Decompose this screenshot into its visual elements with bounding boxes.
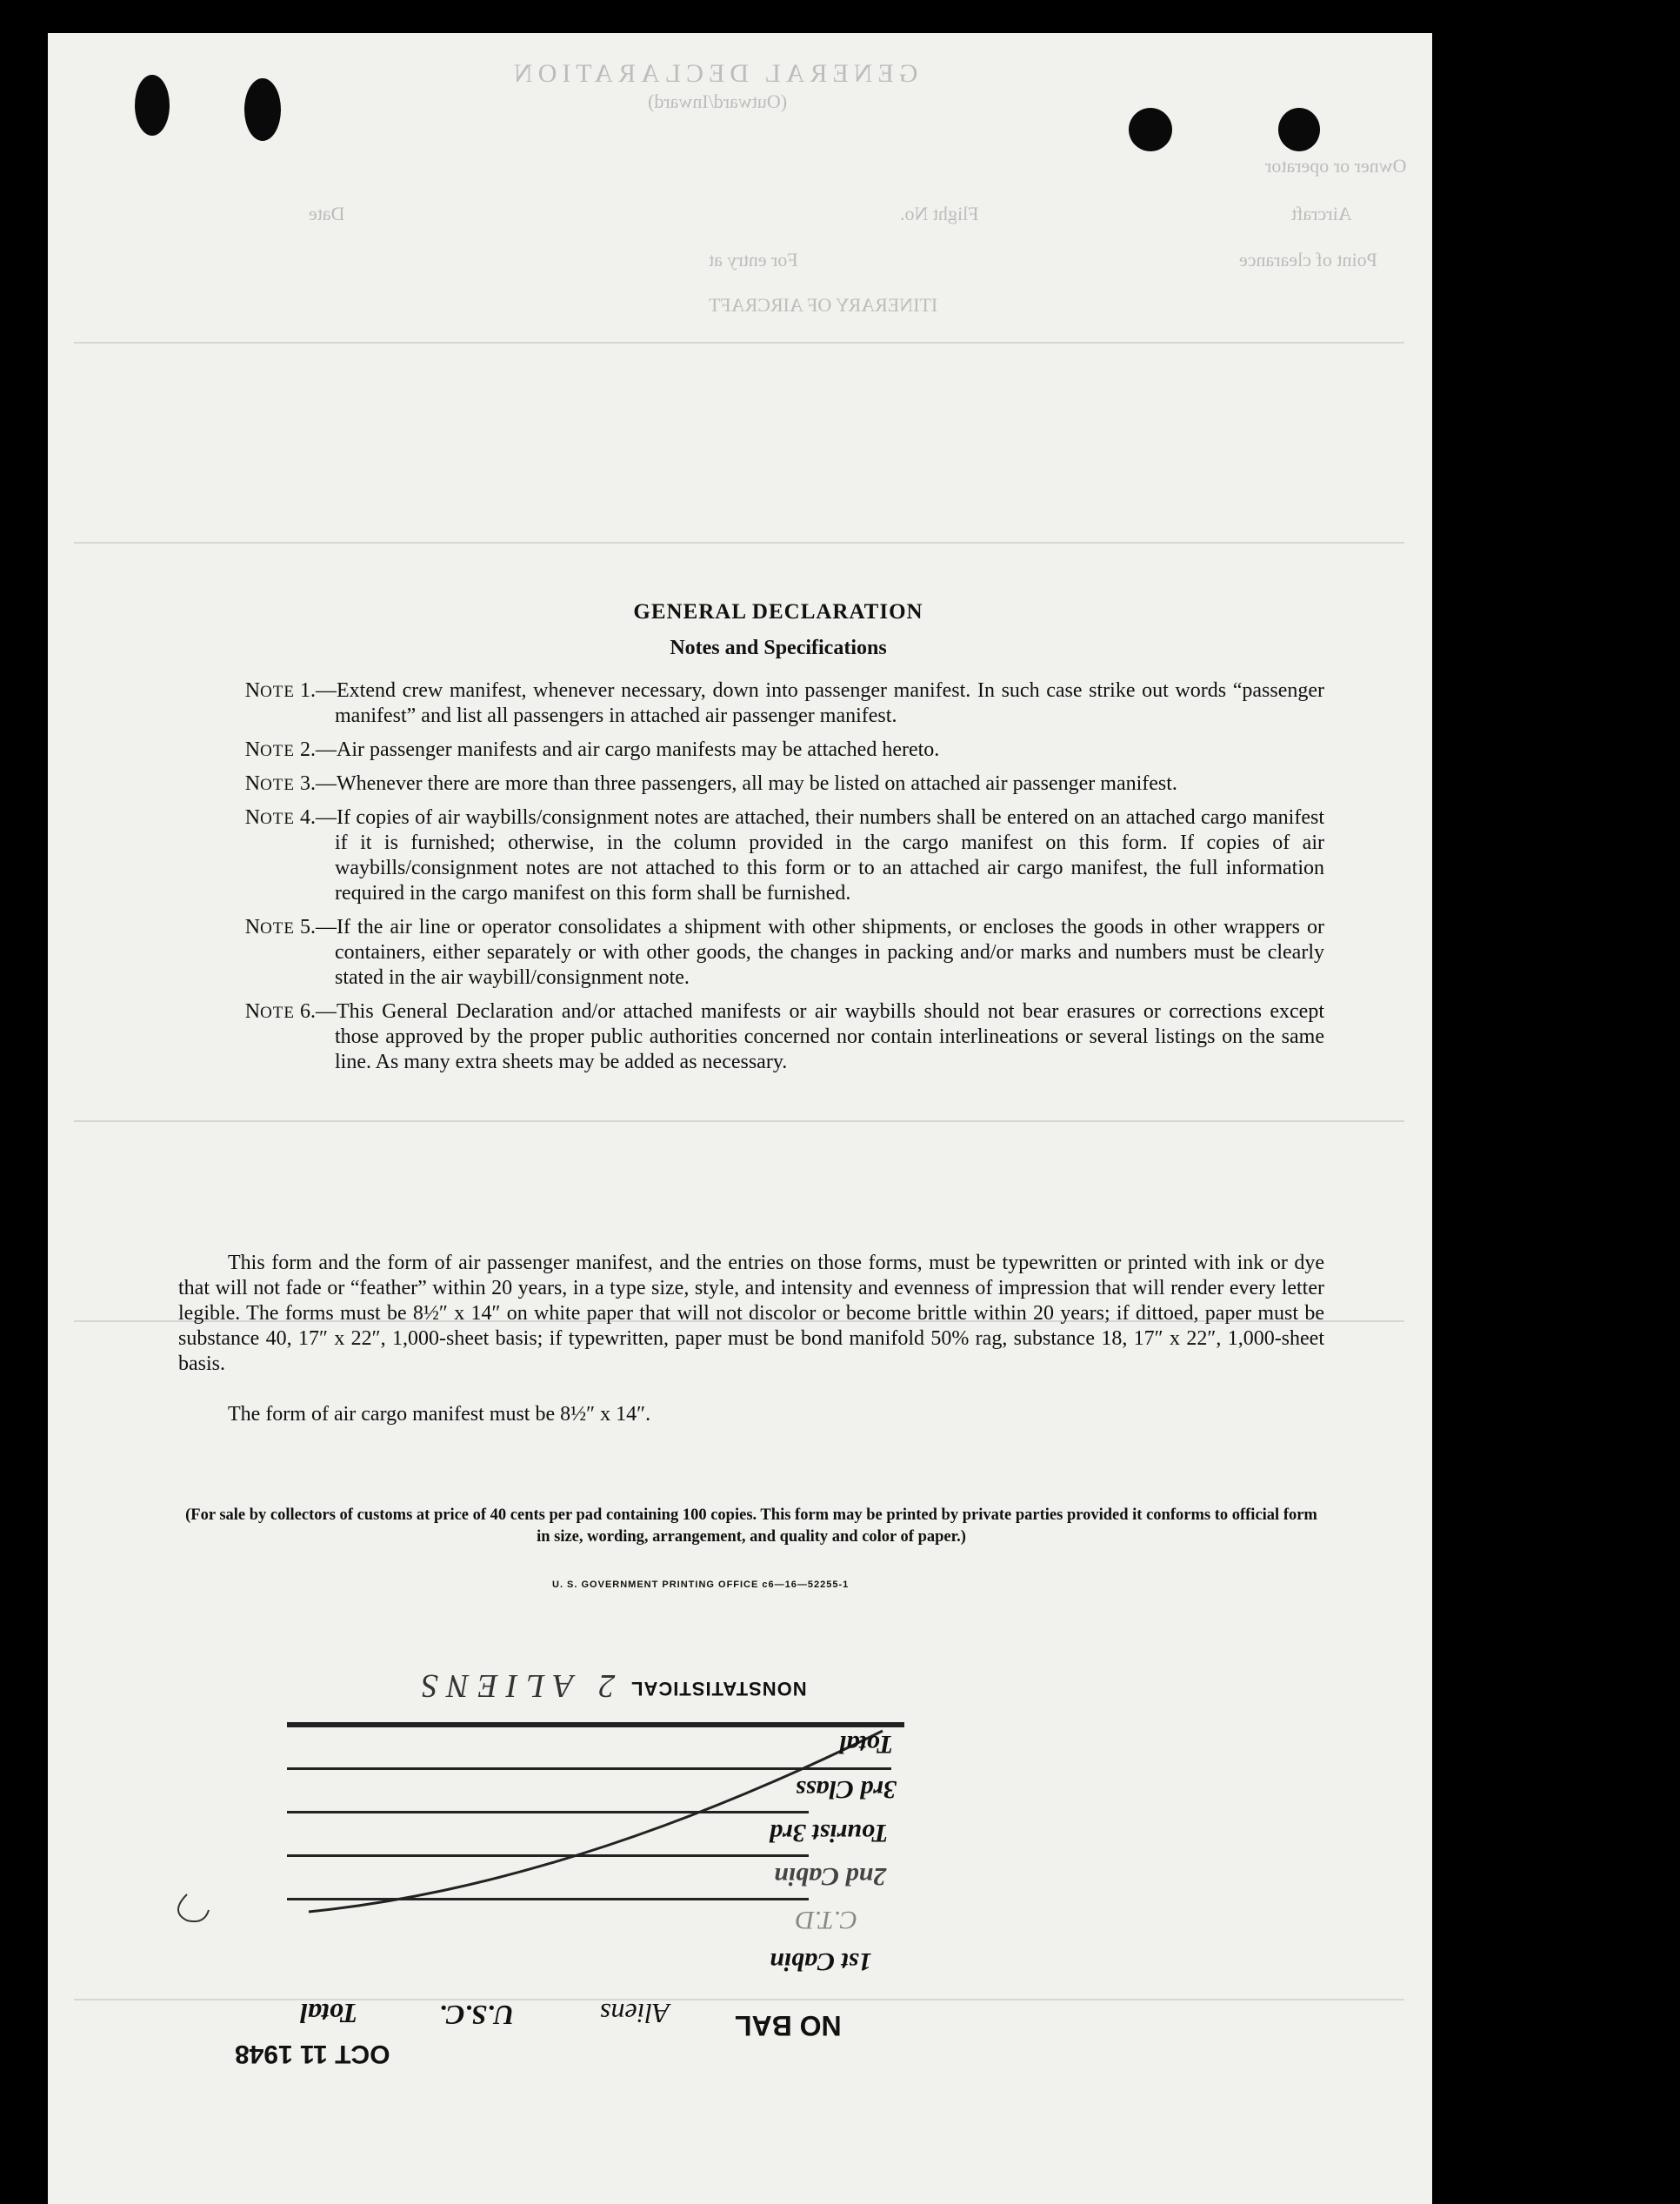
note-label: NOTE 4. — [244, 806, 316, 829]
stamp-nonstatistical: NONSTATISTICAL — [630, 1678, 807, 1700]
note-label: NOTE 2. — [244, 738, 316, 761]
ghost-heading: GENERAL DECLARATION — [509, 59, 918, 88]
stamp-row-label: 3rd Class — [796, 1775, 897, 1804]
stamp-row-label: C.T.D — [796, 1906, 858, 1934]
ghost-rule — [74, 1120, 1404, 1122]
ghost-for-entry: For entry at — [709, 249, 798, 270]
printing-office-imprint: U. S. GOVERNMENT PRINTING OFFICE c6—16—52255-1 — [552, 1580, 850, 1590]
sale-notice: (For sale by collectors of customs at price of 40 cents per pad containing 100 copies. This form may be printed by private parties provided it conforms to official form in size, wording, arrangement, and quality and color of paper.) — [185, 1506, 1317, 1546]
stamp-no-bal: NO BAL — [735, 2010, 842, 2041]
stamp-row-label: Total — [839, 1730, 894, 1759]
note-label: NOTE 6. — [244, 1000, 316, 1023]
ghost-date: Date — [309, 203, 345, 224]
punch-hole — [1278, 108, 1320, 151]
stamp-row-label: 2nd Cabin — [774, 1862, 887, 1891]
ghost-aircraft: Aircraft — [1291, 203, 1352, 224]
note-text: —This General Declaration and/or attached manifests or air waybills should not bear erasures or corrections except those approved by the proper public authorities concerned nor contain interlineations or several listings on the same line. As many extra sheets may be added as necessary. — [316, 1000, 1324, 1073]
note-text: —Air passenger manifests and air cargo manifests may be attached hereto. — [316, 738, 940, 761]
punch-hole — [244, 78, 281, 141]
stamp-total: Total — [300, 1998, 358, 2029]
note-label: NOTE 1. — [244, 679, 316, 702]
note-item — [178, 738, 1324, 763]
specification-paragraph: This form and the form of air passenger manifest, and the entries on those forms, must be typewritten or printed with ink or dye that will not fade or “feather” within 20 years, in a type size, style, and intensity and evenness of impression that will render every letter legible. The forms must be 8½″ x 14″ on white paper that will not discolor or become brittle within 20 years; if dittoed, paper must be substance 40, 17″ x 22″, 1,000-sheet basis; if typewritten, paper must be bond manifold 50% rag, substance 18, 17″ x 22″, 1,000-sheet basis. — [178, 1252, 1324, 1375]
stamp-date: OCT 11 1948 — [235, 2040, 390, 2068]
note-item — [178, 805, 1324, 906]
note-text: —If the air line or operator consolidates a shipment with other shipments, or encloses the goods in other wrappers or containers, either separately or with other goods, the changes in packing and/or marks and numbers must be clearly stated in the air waybill/consignment note. — [316, 916, 1324, 989]
ghost-point: Point of clearance — [1239, 249, 1377, 270]
stamp-usc: U.S.C. — [439, 2000, 515, 2031]
note-item — [178, 771, 1324, 797]
page-subtitle: Notes and Specifications — [670, 637, 887, 659]
punch-hole — [135, 75, 170, 136]
ghost-heading-sub: (Outward/Inward) — [648, 90, 788, 112]
stamp-row-label: 1st Cabin — [770, 1947, 872, 1976]
ghost-itinerary: ITINERARY OF AIRCRAFT — [709, 294, 938, 316]
note-item — [178, 999, 1324, 1075]
note-item — [178, 678, 1324, 729]
ghost-rule — [74, 542, 1404, 544]
stamp-handwritten: 2 ALIENS — [413, 1667, 616, 1704]
ghost-rule — [74, 342, 1404, 344]
stamp-row-label: Tourist 3rd — [770, 1819, 889, 1847]
inverted-stamp — [48, 1625, 1432, 2112]
note-label: NOTE 5. — [244, 916, 316, 938]
notes-list — [178, 678, 1324, 1084]
ghost-owner: Owner or operator — [1265, 155, 1407, 177]
document-page — [48, 33, 1432, 2204]
note-text: —Extend crew manifest, whenever necessary, down into passenger manifest. In such case strike out words “passenger manifest” and list all passengers in attached air passenger manifest. — [316, 679, 1324, 727]
page-title: GENERAL DECLARATION — [633, 600, 923, 624]
cargo-manifest-size: The form of air cargo manifest must be 8½″ x 14″. — [228, 1403, 651, 1426]
ghost-flight: Flight No. — [900, 203, 979, 224]
note-label: NOTE 3. — [244, 772, 316, 795]
note-item — [178, 915, 1324, 991]
note-text: —If copies of air waybills/consignment notes are attached, their numbers shall be entered on an attached cargo manifest if it is furnished; otherwise, in the column provided in the cargo manifest on this form. If copies of air waybills/consignment notes are not attached to this form or to an attached air cargo manifest, the full information required in the cargo manifest on this form shall be furnished. — [316, 806, 1324, 905]
note-text: —Whenever there are more than three passengers, all may be listed on attached air passenger manifest. — [316, 772, 1177, 795]
stamp-aliens: Aliens — [600, 1998, 670, 2029]
punch-hole — [1129, 108, 1172, 151]
